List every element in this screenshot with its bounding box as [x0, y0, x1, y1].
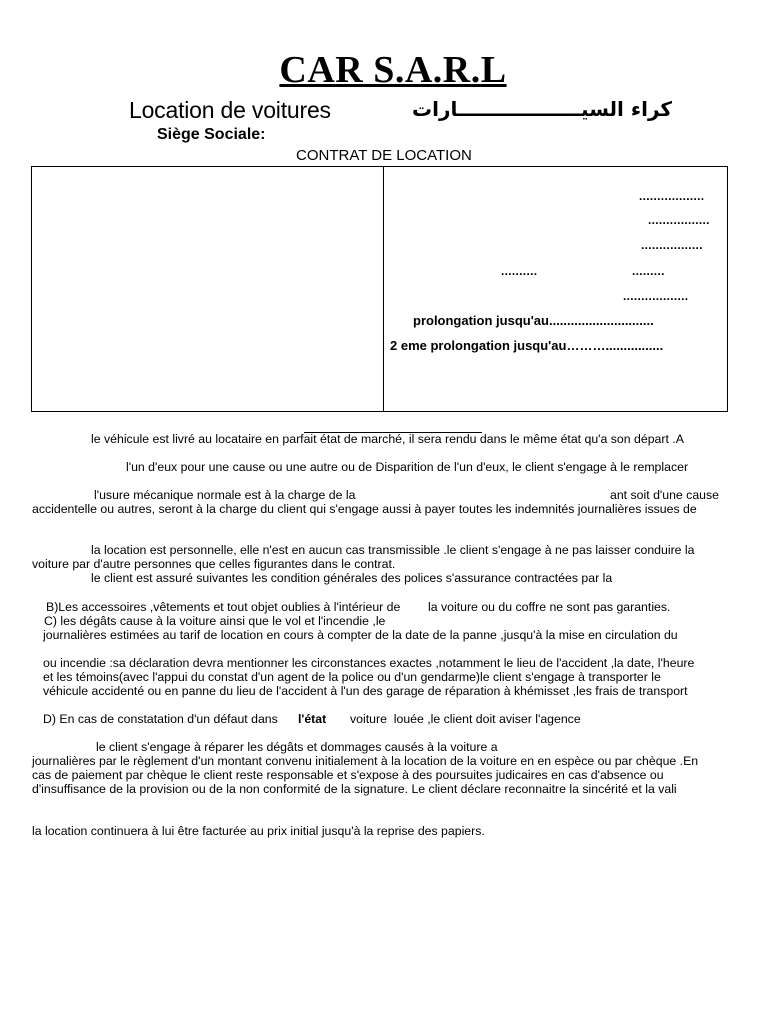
paragraph-5a: B)Les accessoires ,vêtements et tout objet oublies à l'intérieur de: [46, 600, 401, 614]
paragraph-8a: le client s'engage à réparer les dégâts et dommages causés à la voiture a: [96, 740, 498, 754]
paragraph-3c: accidentelle ou autres, seront à la charge du client qui s'engage aussi à payer toutes les indemnités journalières issues de: [32, 502, 697, 516]
field-dots-1: ..................: [639, 189, 705, 203]
field-dots-3: .................: [641, 238, 703, 252]
prolongation-line: prolongation jusqu'au.............................: [413, 313, 654, 328]
contract-title: CONTRAT DE LOCATION: [296, 147, 472, 164]
contract-box-left-cell: [32, 167, 382, 411]
paragraph-8b: journalières par le règlement d'un montant convenu initialement à la location de la voiture en en espèce ou par chèque .En: [32, 754, 699, 768]
field-dots-2: .................: [648, 213, 710, 227]
subtitle-fr: Location de voitures: [129, 97, 331, 123]
paragraph-2: l'un d'eux pour une cause ou une autre ou de Disparition de l'un d'eux, le client s'engage à le remplacer: [126, 460, 689, 474]
paragraph-6a: ou incendie :sa déclaration devra mentionner les circonstances exactes ,notamment le lieu de l'accident ,la date, l'heure: [43, 656, 695, 670]
paragraph-4b: voiture par d'autre personnes que celles figurantes dans le contrat.: [32, 557, 396, 571]
paragraph-8d: d'insuffisance de la provision ou de la non conformité de la signature. Le client déclare reconnaitre la sincérité et la vali: [32, 782, 677, 796]
paragraph-7a: D) En cas de constatation d'un défaut dans: [43, 712, 278, 726]
subtitle-ar: كراء السيــــــــــــــــــارات: [412, 97, 673, 121]
paragraph-1: le véhicule est livré au locataire en parfait état de marché, il sera rendu dans le même état qu'a son départ .A: [91, 432, 684, 446]
paragraph-4c: le client est assuré suivantes les condition générales des polices s'assurance contractées par la: [91, 571, 613, 585]
paragraph-7c: voiture louée ,le client doit aviser l'agence: [350, 712, 581, 726]
paragraph-3a: l'usure mécanique normale est à la charge de la: [94, 488, 356, 502]
prolongation2-line: 2 eme prolongation jusqu'au………................: [390, 338, 664, 353]
field-dots-6: ..................: [623, 289, 689, 303]
paragraph-7b: l'état: [298, 712, 327, 726]
paragraph-5d: journalières estimées au tarif de location en cours à compter de la date de la panne ,jusqu'à la mise en circulation du: [43, 628, 678, 642]
paragraph-6b: et les témoins(avec l'appui du constat d'un agent de la police ou d'un gendarme)le client s'engage à transporter le: [43, 670, 661, 684]
paragraph-4a: la location est personnelle, elle n'est en aucun cas transmissible .le client s'engage à ne pas laisser conduire la: [91, 543, 695, 557]
paragraph-5b: la voiture ou du coffre ne sont pas garanties.: [428, 600, 671, 614]
field-dots-4: ..........: [501, 264, 538, 278]
paragraph-9: la location continuera à lui être facturée au prix initial jusqu'à la reprise des papiers.: [32, 824, 485, 838]
paragraph-5c: C) les dégâts cause à la voiture ainsi que le vol et l'incendie ,le: [44, 614, 386, 628]
company-title: CAR S.A.R.L: [279, 49, 507, 91]
siege-label: Siège Sociale:: [157, 126, 266, 143]
paragraph-6c: véhicule accidenté ou en panne du lieu de l'accident à l'un des garage de réparation à khémisset ,les frais de transport: [43, 684, 688, 698]
paragraph-8c: cas de paiement par chèque le client reste responsable et s'expose à des poursuites judicaires en cas d'absence ou: [32, 768, 664, 782]
contract-box-divider: [383, 166, 384, 412]
field-dots-5: .........: [632, 264, 665, 278]
paragraph-3b: ant soit d'une cause: [610, 488, 719, 502]
